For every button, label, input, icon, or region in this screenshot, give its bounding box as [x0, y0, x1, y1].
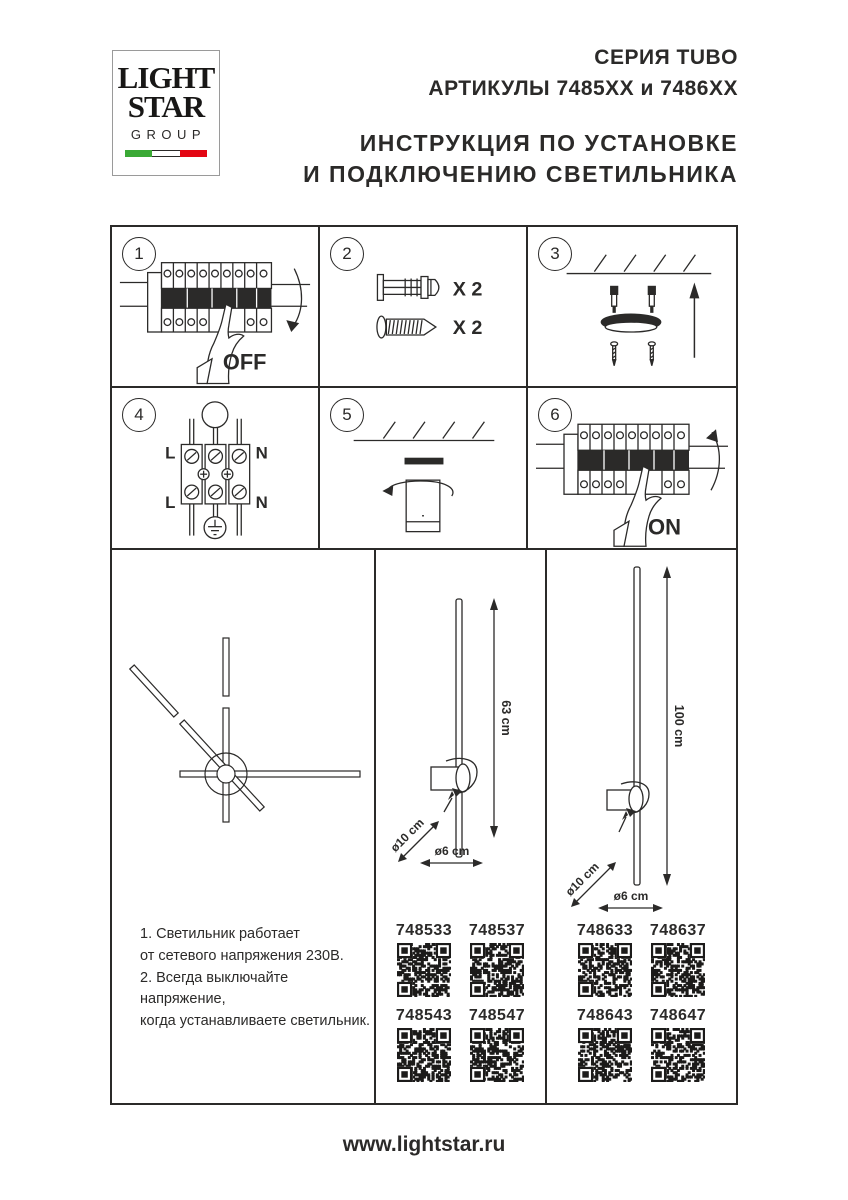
title-block	[303, 46, 738, 190]
mount-diameter-label: ø10 cm	[562, 859, 602, 899]
note-line: когда устанавливаете светильник.	[140, 1013, 371, 1029]
screw-qty-label: X 2	[452, 316, 483, 339]
qr-code	[651, 943, 705, 997]
arrow-up-icon	[689, 282, 699, 298]
step-3-cell	[528, 227, 736, 388]
website-url: www.lightstar.ru	[342, 1133, 506, 1156]
qr-grid-63	[376, 922, 545, 1082]
series-title: СЕРИЯ TUBO	[594, 46, 738, 69]
product-100-panel	[547, 550, 736, 1103]
step-4-cell	[112, 388, 320, 549]
instruction-title-line1: ИНСТРУКЦИЯ ПО УСТАНОВКЕ	[359, 130, 738, 156]
safety-notes	[140, 924, 374, 1033]
step-6-number: 6	[538, 398, 572, 432]
qr-code	[651, 1028, 705, 1082]
article-number: 748533	[395, 922, 453, 939]
note-line: от сетевого напряжения 230В.	[140, 947, 344, 964]
article-number: 748537	[468, 922, 526, 939]
logo-light: LIGHT	[117, 60, 215, 95]
mount-diameter-label: ø10 cm	[387, 815, 427, 855]
arrow-down-icon	[286, 320, 299, 332]
product-63-panel	[376, 550, 547, 1103]
mounting-bar	[405, 458, 443, 463]
product-section	[110, 548, 738, 1105]
dimension-arrow	[490, 598, 498, 610]
step-1-number: 1	[122, 237, 156, 271]
step-5-cell	[320, 388, 528, 549]
article-number: 748643	[576, 1007, 634, 1024]
article-item	[470, 1007, 524, 1082]
height-dimension-label: 100 cm	[672, 704, 686, 748]
logo-star: STAR	[127, 88, 205, 124]
article-item	[578, 922, 632, 997]
terminal-n-top: N	[255, 442, 268, 462]
article-item	[397, 1007, 451, 1082]
wall-plug-icon	[611, 286, 656, 312]
height-dimension-label: 63 cm	[499, 700, 513, 736]
note-line: 1. Светильник работает	[140, 926, 300, 942]
lamp-side-view-63	[376, 550, 547, 927]
lightstar-logo	[112, 50, 220, 176]
wall-plug-icon	[377, 275, 438, 301]
article-number: 748633	[576, 922, 634, 939]
step-2-number: 2	[330, 237, 364, 271]
logo-group: GROUP	[130, 127, 207, 143]
dowel-qty-label: X 2	[452, 278, 483, 301]
front-view-panel	[112, 550, 376, 1103]
step-5-number: 5	[330, 398, 364, 432]
qr-code	[397, 1028, 451, 1082]
on-label: ON	[648, 513, 681, 539]
terminal-l-top: L	[165, 442, 176, 462]
qr-code	[578, 1028, 632, 1082]
instruction-title-line2: И ПОДКЛЮЧЕНИЮ СВЕТИЛЬНИКА	[303, 161, 738, 188]
article-item	[578, 1007, 632, 1082]
article-number: 748543	[395, 1007, 453, 1024]
lamp-side-view-100	[547, 550, 732, 927]
rotate-arrow-icon	[382, 485, 393, 496]
qr-code	[397, 943, 451, 997]
lamp-front-view	[112, 550, 374, 925]
screw-icon	[611, 342, 656, 366]
qr-grid-100	[547, 922, 736, 1082]
article-number: 748547	[468, 1007, 526, 1024]
articles-title: АРТИКУЛЫ 7485XX и 7486XX	[428, 77, 738, 100]
article-item	[470, 922, 524, 997]
article-item	[651, 1007, 705, 1082]
qr-code	[470, 943, 524, 997]
italian-flag-icon	[125, 150, 207, 157]
tube-diameter-label: ø6 cm	[613, 889, 649, 903]
qr-code	[578, 943, 632, 997]
step-1-cell	[112, 227, 320, 388]
note-line: 2. Всегда выключайте напряжение,	[140, 969, 289, 1008]
step-3-number: 3	[538, 237, 572, 271]
canopy-cylinder	[406, 480, 440, 532]
screw-icon	[377, 316, 436, 338]
dimension-arrow	[663, 566, 671, 578]
step-6-cell	[528, 388, 736, 549]
article-number: 748647	[649, 1007, 707, 1024]
step-2-cell	[320, 227, 528, 388]
arrow-up-icon	[706, 429, 718, 442]
tube-diameter-label: ø6 cm	[434, 844, 470, 858]
terminal-l-bottom: L	[165, 492, 176, 512]
off-label: OFF	[222, 349, 267, 375]
article-item	[651, 922, 705, 997]
article-number: 748637	[649, 922, 707, 939]
article-item	[397, 922, 451, 997]
qr-code	[470, 1028, 524, 1082]
terminal-n-bottom: N	[255, 492, 268, 512]
step-4-number: 4	[122, 398, 156, 432]
steps-grid	[110, 225, 738, 548]
